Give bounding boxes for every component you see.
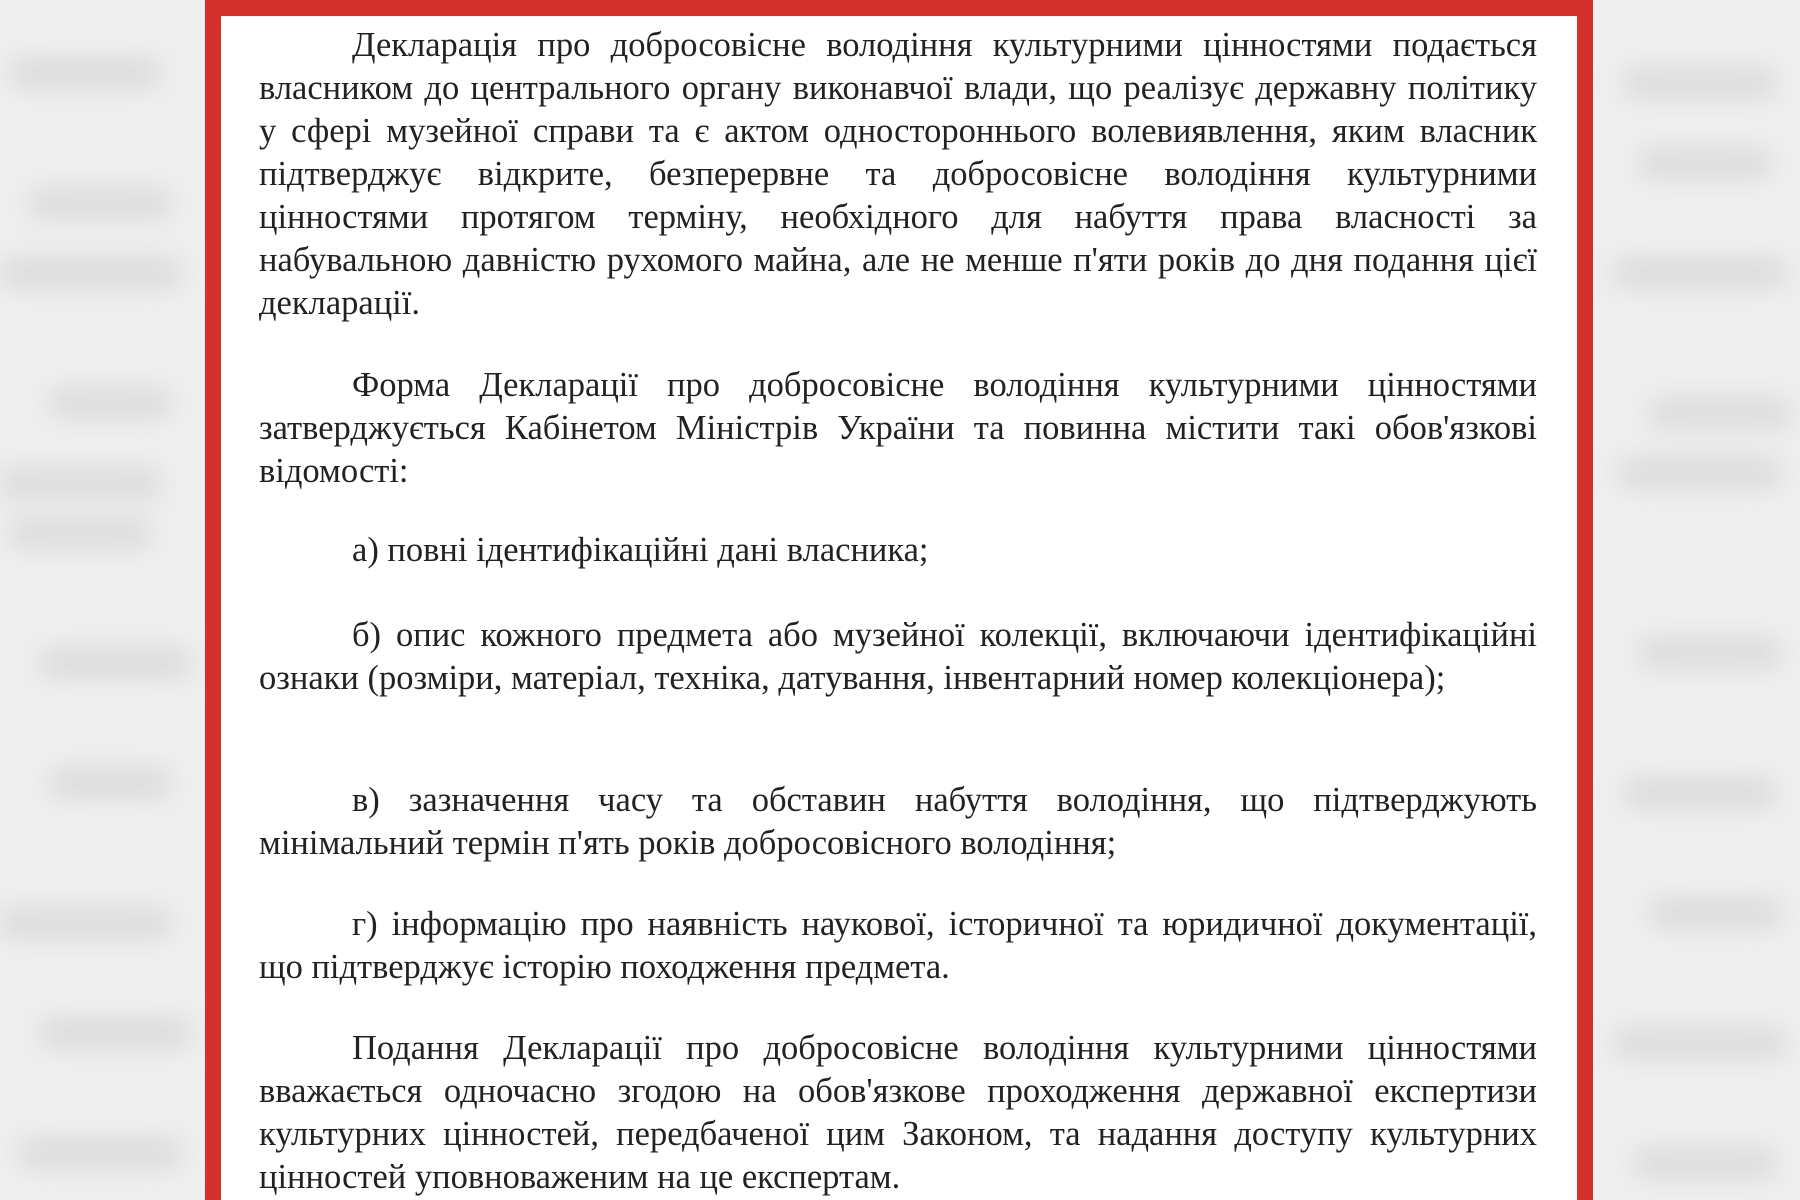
blurred-text-line [40, 1020, 190, 1046]
blurred-text-line [0, 260, 180, 286]
blurred-text-line [10, 60, 160, 86]
blurred-text-line [40, 650, 190, 676]
paragraph-text: Форма Декларації про добросовісне володіння культурними цінностями затверджується Кабінетом Міністрів України та повинна містити такі обов'язкові відомості: [259, 366, 1537, 490]
blurred-text-line [1640, 640, 1780, 666]
paragraph-declaration-consent [259, 1027, 1537, 1199]
document-page [221, 16, 1577, 1200]
paragraph-text: б) опис кожного предмета або музейної колекції, включаючи ідентифікаційні ознаки (розміри, матеріал, техніка, датування, інвентарний номер колекціонера); [259, 616, 1537, 697]
paragraph-text: г) інформацію про наявність наукової, історичної та юридичної документації, що підтверджує історію походження предмета. [259, 905, 1537, 986]
blurred-text-line [1650, 400, 1790, 426]
list-item-a [259, 529, 1537, 572]
blurred-text-line [1640, 150, 1770, 176]
paragraph-text: Подання Декларації про добросовісне володіння культурними цінностями вважається одночасно згодою на обов'язкове проходження державної експертизи культурних цінностей, передбаченої цим Законом, та надання доступу культурних цінностей уповноваженим на це експертам. [259, 1029, 1537, 1196]
blurred-text-line [1620, 460, 1780, 486]
blurred-text-line [1650, 900, 1780, 926]
blurred-text-line [10, 520, 150, 546]
paragraph-declaration-intro [259, 24, 1537, 325]
blurred-text-line [0, 470, 160, 496]
blurred-text-line [50, 770, 170, 796]
blurred-text-line [1625, 780, 1775, 806]
paragraph-text: в) зазначення часу та обставин набуття володіння, що підтверджують мінімальний термін п'ять років добросовісного володіння; [259, 781, 1537, 862]
list-item-g [259, 903, 1537, 989]
blurred-text-line [0, 910, 170, 936]
blurred-text-line [1615, 1030, 1785, 1056]
paragraph-text: Декларація про добросовісне володіння культурними цінностями подається власником до центрального органу виконавчої влади, що реалізує державну політику у сфері музейної справи та є актом одностороннього волевиявлення, яким власник підтверджує відкрите, безперервне та добросовісне володіння культурними цінностями протягом терміну, необхідного для набуття права власності за набувальною давністю рухомого майна, але не менше п'яти років до дня подання цієї декларації. [259, 26, 1537, 322]
highlight-frame [205, 0, 1593, 1200]
blurred-text-line [20, 1140, 180, 1166]
blurred-text-line [30, 190, 170, 216]
blurred-text-line [1625, 70, 1775, 96]
blurred-text-line [1615, 260, 1785, 286]
list-item-v [259, 779, 1537, 865]
list-item-b [259, 614, 1537, 700]
blurred-text-line [1635, 1150, 1775, 1176]
paragraph-text: а) повні ідентифікаційні дані власника; [352, 531, 929, 569]
paragraph-declaration-form [259, 364, 1537, 493]
blurred-text-line [50, 390, 170, 416]
